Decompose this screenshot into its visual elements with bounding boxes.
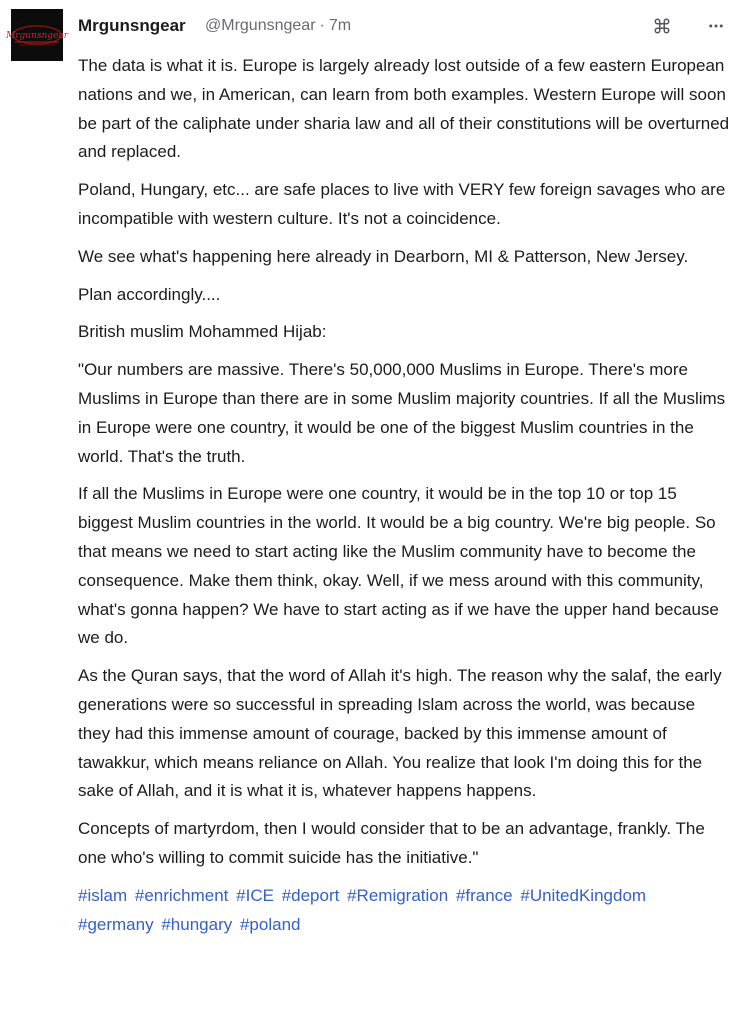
post-paragraph: As the Quran says, that the word of Allah it's high. The reason why the salaf, the early generations were so successful in spreading Islam across the world, was because they had this immense amount of courage, backed by this immense amount of tawakkur, which means reliance on Allah. You realize that look I'm doing this for the sake of Allah, and it is what it is, whatever happens happens.	[78, 666, 722, 801]
hashtag-unitedkingdom[interactable]: #UnitedKingdom	[520, 885, 647, 905]
more-options-icon[interactable]	[704, 14, 728, 38]
hashtag-list	[78, 882, 730, 940]
post-content	[78, 52, 730, 948]
hashtag-enrichment[interactable]: #enrichment	[134, 885, 229, 905]
hashtag-poland[interactable]: #poland	[239, 914, 301, 934]
post-paragraph: The data is what it is. Europe is largely already lost outside of a few eastern European nations and we, in American, can learn from both examples. Western Europe will soon be part of the caliphate under sharia law and all of their constitutions will be overturned and replaced.	[78, 56, 730, 162]
author-name[interactable]: Mrgunsngear	[78, 16, 186, 35]
author-handle[interactable]: @Mrgunsngear	[205, 17, 316, 34]
hashtag-ice[interactable]: #ICE	[236, 885, 274, 905]
hashtag-hungary[interactable]: #hungary	[161, 914, 233, 934]
post-paragraph: British muslim Mohammed Hijab:	[78, 322, 327, 342]
hashtag-islam[interactable]: #islam	[78, 885, 128, 905]
separator: ·	[319, 17, 325, 34]
command-icon[interactable]	[650, 14, 674, 38]
post-header	[78, 14, 728, 40]
post-time[interactable]: 7m	[328, 17, 352, 34]
post-paragraph: Concepts of martyrdom, then I would consider that to be an advantage, frankly. The one who's willing to commit suicide has the initiative."	[78, 819, 705, 867]
avatar[interactable]	[5, 9, 69, 61]
hashtag-remigration[interactable]: #Remigration	[347, 885, 449, 905]
post-paragraph: "Our numbers are massive. There's 50,000,000 Muslims in Europe. There's more Muslims in Europe than there are in some Muslim majority countries. If all the Muslims in Europe were one country, it would be one of the biggest Muslim countries in the world. That's the truth.	[78, 360, 726, 466]
hashtag-deport[interactable]: #deport	[281, 885, 340, 905]
post-paragraph: Plan accordingly....	[78, 284, 221, 304]
hashtag-france[interactable]: #france	[455, 885, 513, 905]
post-paragraph: We see what's happening here already in Dearborn, MI & Patterson, New Jersey.	[78, 246, 689, 266]
avatar-logo	[5, 9, 69, 61]
handle-and-time	[205, 17, 351, 35]
hashtag-germany[interactable]: #germany	[78, 914, 154, 934]
post-paragraph: If all the Muslims in Europe were one country, it would be in the top 10 or top 15 biggest Muslim countries in the world. It would be a big country. We're big people. So that means we need to start acting like the Muslim community have to become the consequence. Make them think, okay. Well, if we mess around with this community, what's gonna happen? We have to start acting as if we have the upper hand because we do.	[78, 484, 719, 648]
avatar-logo-text: Mrgunsngear	[5, 31, 69, 41]
post-paragraph: Poland, Hungary, etc... are safe places to live with VERY few foreign savages who are incompatible with western culture. It's not a coincidence.	[78, 180, 726, 228]
